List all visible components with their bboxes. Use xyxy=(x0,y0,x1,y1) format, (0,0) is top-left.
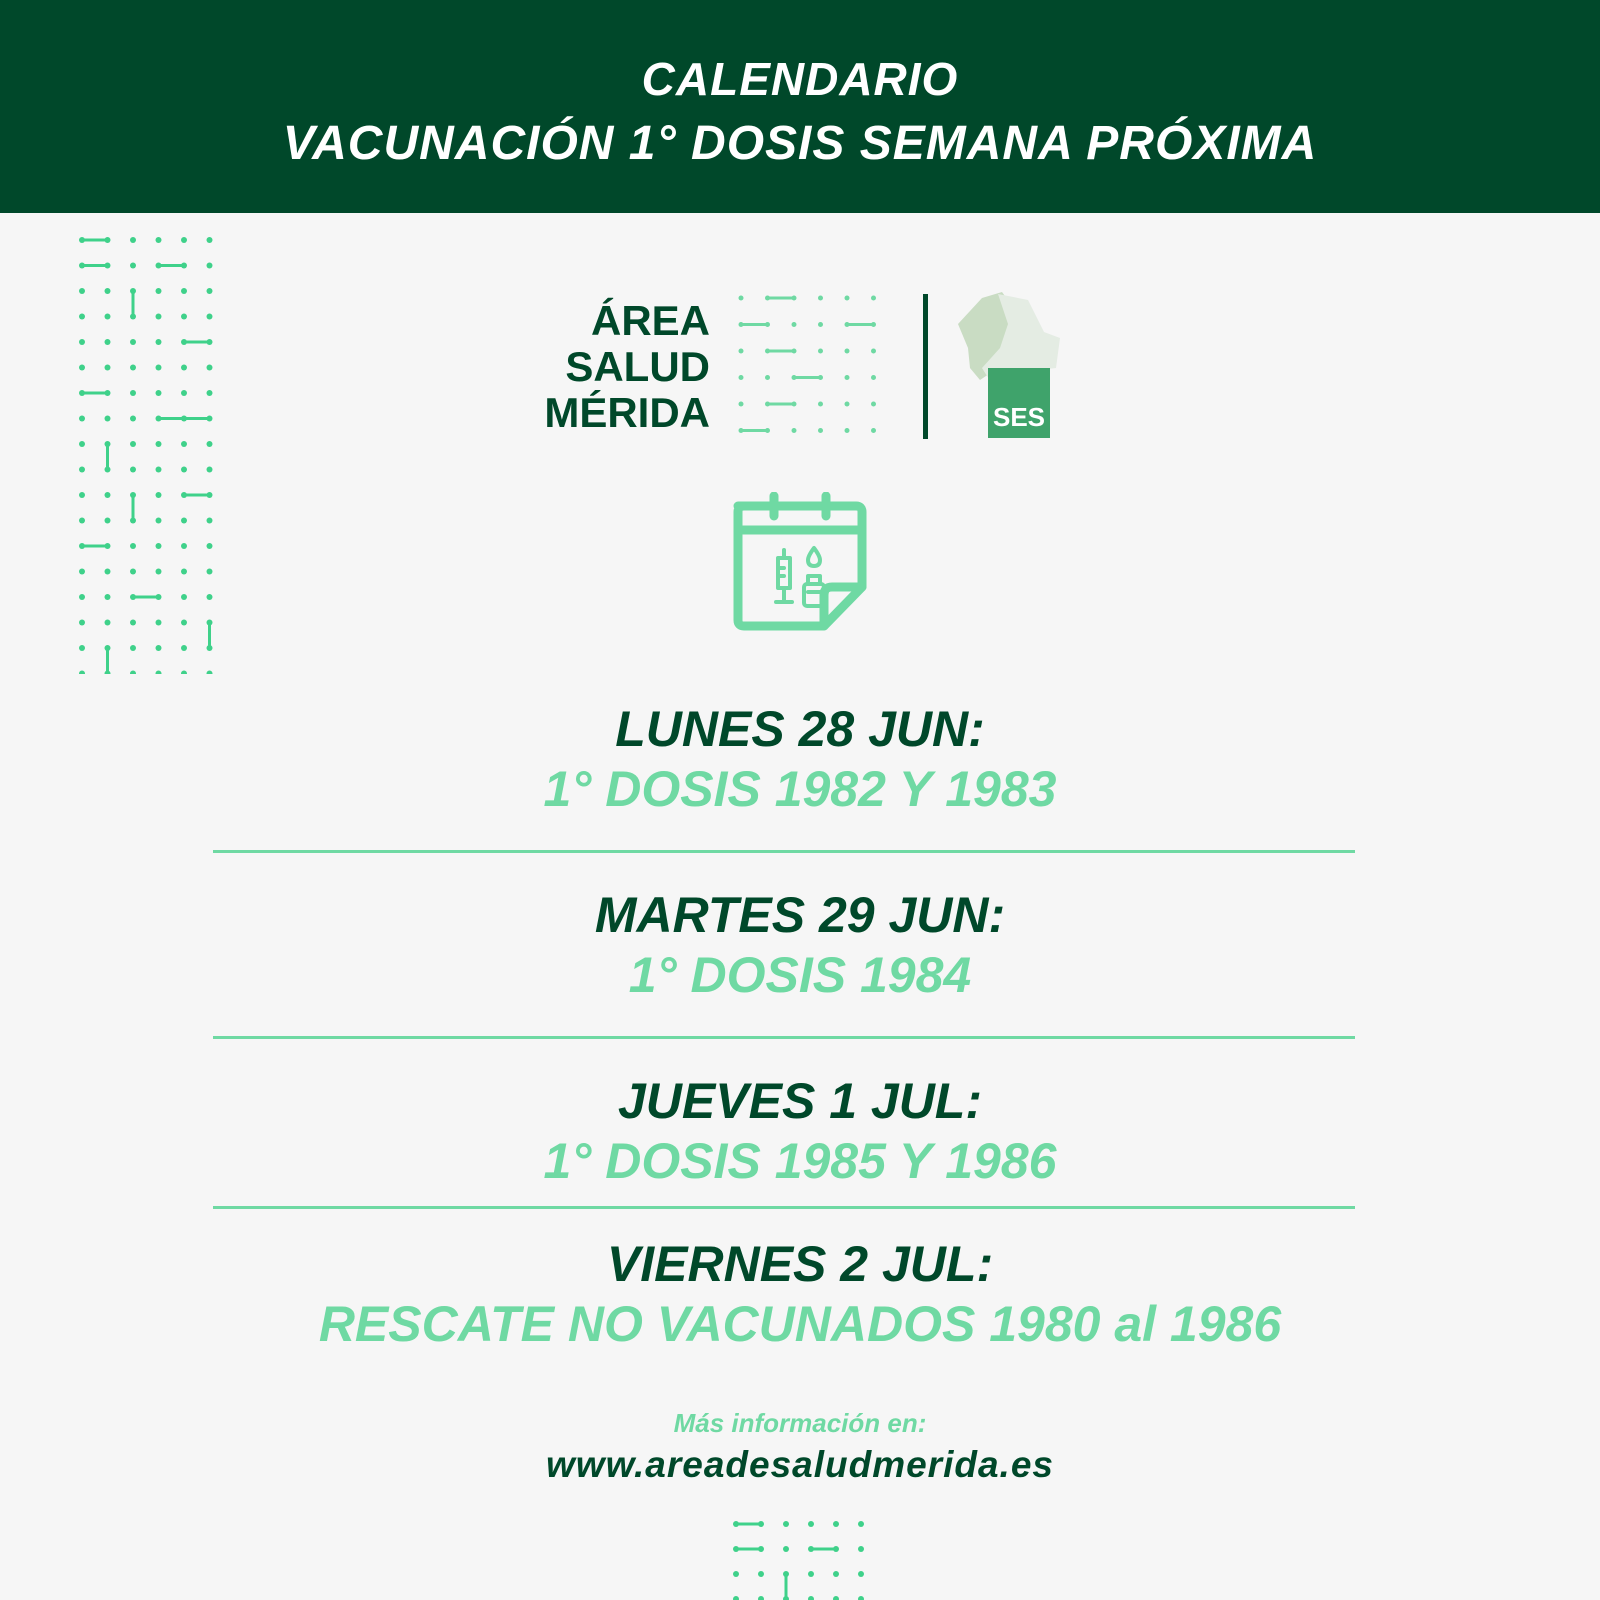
schedule-item-friday xyxy=(0,1234,1600,1354)
day-title: MARTES 29 JUN: xyxy=(594,887,1006,943)
ses-label: SES xyxy=(992,402,1046,432)
schedule-item-tuesday xyxy=(0,885,1600,1005)
calendar-vaccine-icon xyxy=(728,492,872,647)
day-detail: 1° DOSIS 1984 xyxy=(628,947,972,1003)
dot-pattern-logo xyxy=(735,292,880,437)
logo-line-1: ÁREA xyxy=(590,297,710,344)
day-detail: RESCATE NO VACUNADOS 1980 al 1986 xyxy=(318,1296,1282,1352)
area-salud-merida-logo xyxy=(480,298,710,436)
separator xyxy=(213,1206,1355,1209)
dot-pattern-bottom xyxy=(730,1518,880,1600)
separator xyxy=(213,1036,1355,1039)
schedule-item-thursday xyxy=(0,1071,1600,1191)
more-info-label: Más información en: xyxy=(673,1408,927,1438)
day-detail: 1° DOSIS 1982 Y 1983 xyxy=(543,761,1057,817)
header-subtitle: VACUNACIÓN 1° DOSIS SEMANA PRÓXIMA xyxy=(282,117,1318,170)
ses-logo xyxy=(952,288,1064,445)
logo-divider xyxy=(923,294,928,439)
dot-pattern-left xyxy=(76,234,226,674)
website-link[interactable]: www.areadesaludmerida.es xyxy=(546,1444,1054,1485)
schedule-item-monday xyxy=(0,699,1600,819)
day-title: LUNES 28 JUN: xyxy=(615,701,985,757)
day-title: JUEVES 1 JUL: xyxy=(617,1073,982,1129)
header-title: CALENDARIO xyxy=(641,53,959,105)
logo-line-2: SALUD xyxy=(565,343,710,390)
logo-line-3: MÉRIDA xyxy=(544,389,710,436)
separator xyxy=(213,850,1355,853)
day-title: VIERNES 2 JUL: xyxy=(606,1236,994,1292)
header-banner xyxy=(0,0,1600,213)
day-detail: 1° DOSIS 1985 Y 1986 xyxy=(543,1133,1057,1189)
